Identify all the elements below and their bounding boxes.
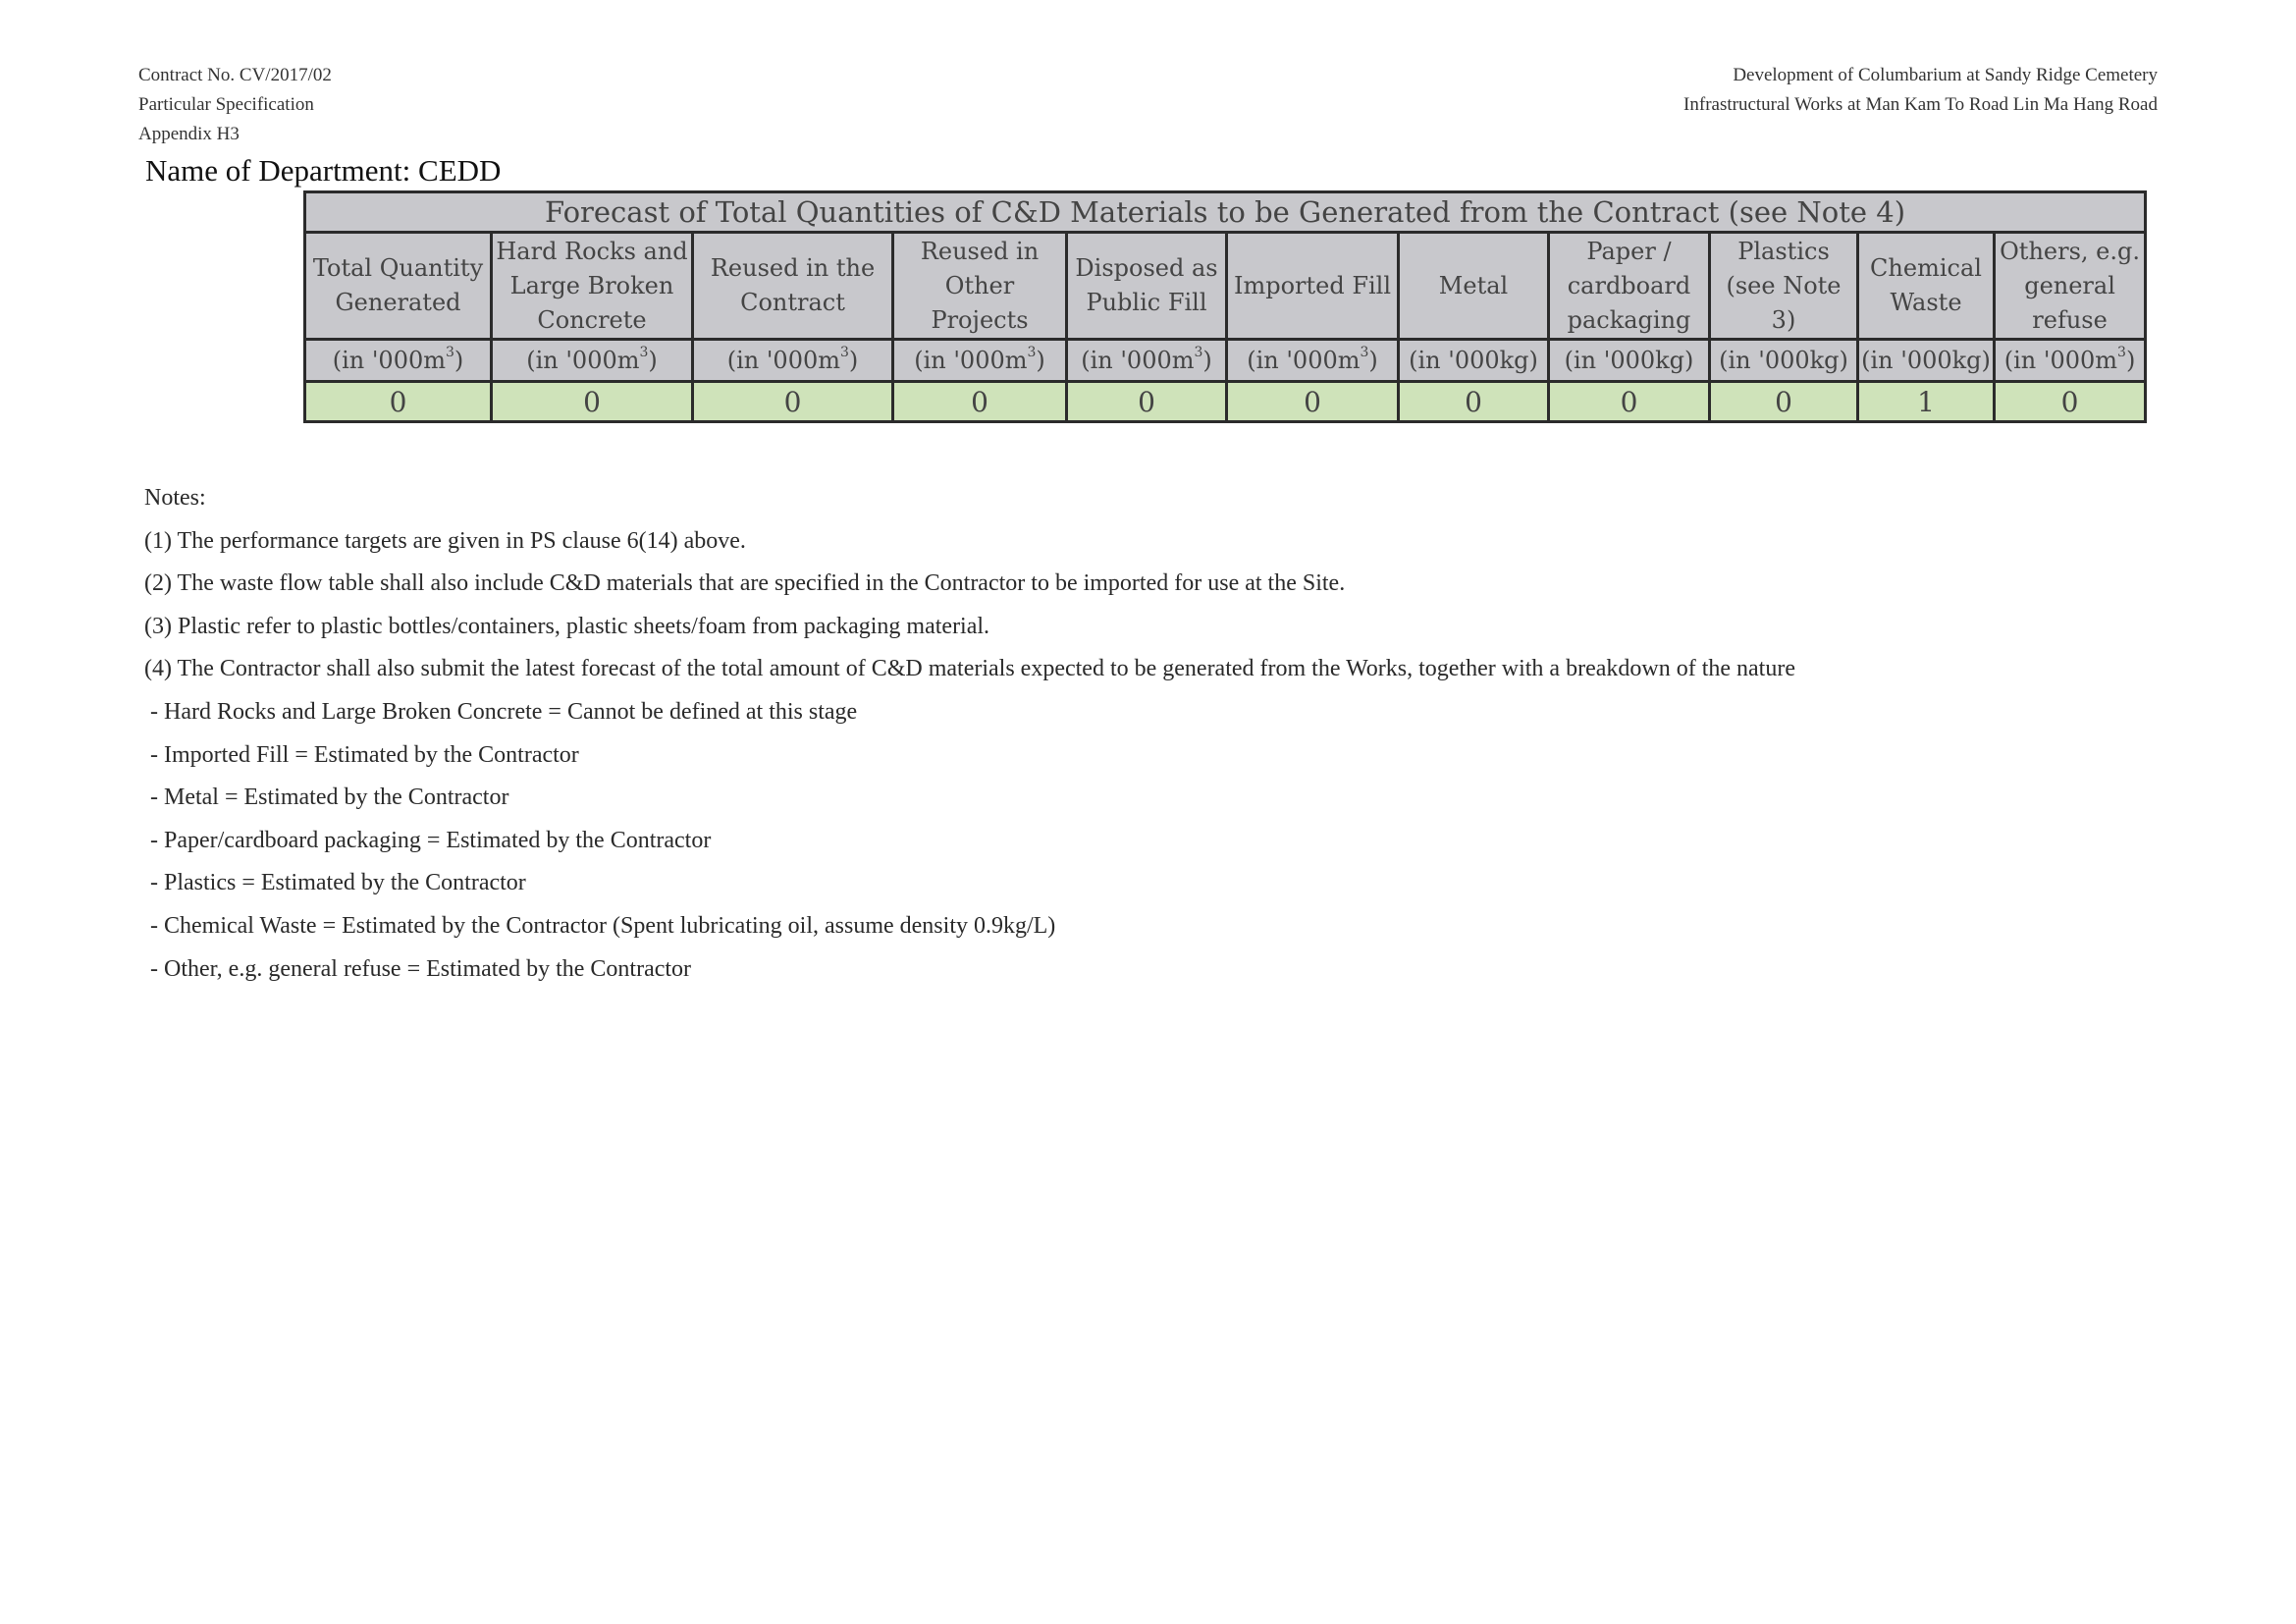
note-subitem: - Hard Rocks and Large Broken Concrete = Cannot be defined at this stage bbox=[150, 698, 858, 725]
table-value-row bbox=[305, 382, 2146, 422]
unit-cell: (in '$000m^3$) bbox=[1067, 340, 1227, 382]
unit-cell: (in '000kg) bbox=[1858, 340, 1995, 382]
unit-cell: (in '000kg) bbox=[1549, 340, 1710, 382]
forecast-table bbox=[303, 190, 2147, 423]
note-subitem: - Other, e.g. general refuse = Estimated by the Contractor bbox=[150, 955, 692, 982]
department-name: Name of Department: CEDD bbox=[145, 153, 502, 188]
note-subitem: - Imported Fill = Estimated by the Contractor bbox=[150, 741, 579, 768]
column-header: Imported Fill bbox=[1227, 233, 1399, 340]
value-cell: 0 bbox=[1399, 382, 1549, 422]
table-header-row bbox=[305, 233, 2146, 340]
value-cell: 0 bbox=[1549, 382, 1710, 422]
value-cell: 0 bbox=[693, 382, 893, 422]
note-subitem: - Chemical Waste = Estimated by the Contractor (Spent lubricating oil, assume density 0.9kg/L) bbox=[150, 912, 1056, 939]
note-item: (4) The Contractor shall also submit the latest forecast of the total amount of C&D materials expected to be generated from the Works, together with a breakdown of the nature bbox=[144, 656, 1795, 682]
unit-cell: (in '$000m^3$) bbox=[1227, 340, 1399, 382]
value-cell: 0 bbox=[305, 382, 492, 422]
note-subitem: - Metal = Estimated by the Contractor bbox=[150, 785, 509, 811]
value-cell: 0 bbox=[1227, 382, 1399, 422]
table-title: Forecast of Total Quantities of C&D Materials to be Generated from the Contract (see Note 4) bbox=[305, 192, 2146, 233]
value-cell: 0 bbox=[1710, 382, 1858, 422]
notes-section bbox=[144, 477, 1795, 991]
value-cell: 0 bbox=[1995, 382, 2146, 422]
note-item: (1) The performance targets are given in PS clause 6(14) above. bbox=[144, 527, 746, 554]
unit-cell: (in '$000m^3$) bbox=[893, 340, 1067, 382]
notes-heading: Notes: bbox=[144, 485, 206, 511]
column-header: Metal bbox=[1399, 233, 1549, 340]
header-left bbox=[138, 61, 332, 149]
column-header: Hard Rocks and Large Broken Concrete bbox=[492, 233, 693, 340]
value-cell: 0 bbox=[1067, 382, 1227, 422]
column-header: Disposed as Public Fill bbox=[1067, 233, 1227, 340]
unit-cell: (in '000kg) bbox=[1399, 340, 1549, 382]
project-title: Development of Columbarium at Sandy Ridge Cemetery bbox=[1733, 65, 2158, 85]
header-right bbox=[1683, 61, 2158, 120]
note-subitem: - Plastics = Estimated by the Contractor bbox=[150, 870, 526, 896]
note-item: (3) Plastic refer to plastic bottles/containers, plastic sheets/foam from packaging material. bbox=[144, 613, 990, 639]
column-header: Reused in Other Projects bbox=[893, 233, 1067, 340]
unit-cell: (in '$000m^3$) bbox=[1995, 340, 2146, 382]
column-header: Reused in the Contract bbox=[693, 233, 893, 340]
contract-number: Contract No. CV/2017/02 bbox=[138, 65, 332, 85]
column-header: Paper / cardboard packaging bbox=[1549, 233, 1710, 340]
note-item: (2) The waste flow table shall also include C&D materials that are specified in the Contractor to be imported for use at the Site. bbox=[144, 570, 1346, 597]
project-subtitle: Infrastructural Works at Man Kam To Road Lin Ma Hang Road bbox=[1683, 94, 2158, 115]
unit-cell: (in '$000m^3$) bbox=[492, 340, 693, 382]
unit-cell: (in '$000m^3$) bbox=[693, 340, 893, 382]
column-header: Others, e.g. general refuse bbox=[1995, 233, 2146, 340]
value-cell: 0 bbox=[492, 382, 693, 422]
note-subitem: - Paper/cardboard packaging = Estimated by the Contractor bbox=[150, 827, 712, 853]
value-cell: 1 bbox=[1858, 382, 1995, 422]
appendix-label: Appendix H3 bbox=[138, 124, 240, 144]
value-cell: 0 bbox=[893, 382, 1067, 422]
table-unit-row bbox=[305, 340, 2146, 382]
specification-label: Particular Specification bbox=[138, 94, 314, 115]
column-header: Chemical Waste bbox=[1858, 233, 1995, 340]
column-header: Total Quantity Generated bbox=[305, 233, 492, 340]
column-header: Plastics (see Note 3) bbox=[1710, 233, 1858, 340]
unit-cell: (in '000kg) bbox=[1710, 340, 1858, 382]
unit-cell: (in '$000m^3$) bbox=[305, 340, 492, 382]
